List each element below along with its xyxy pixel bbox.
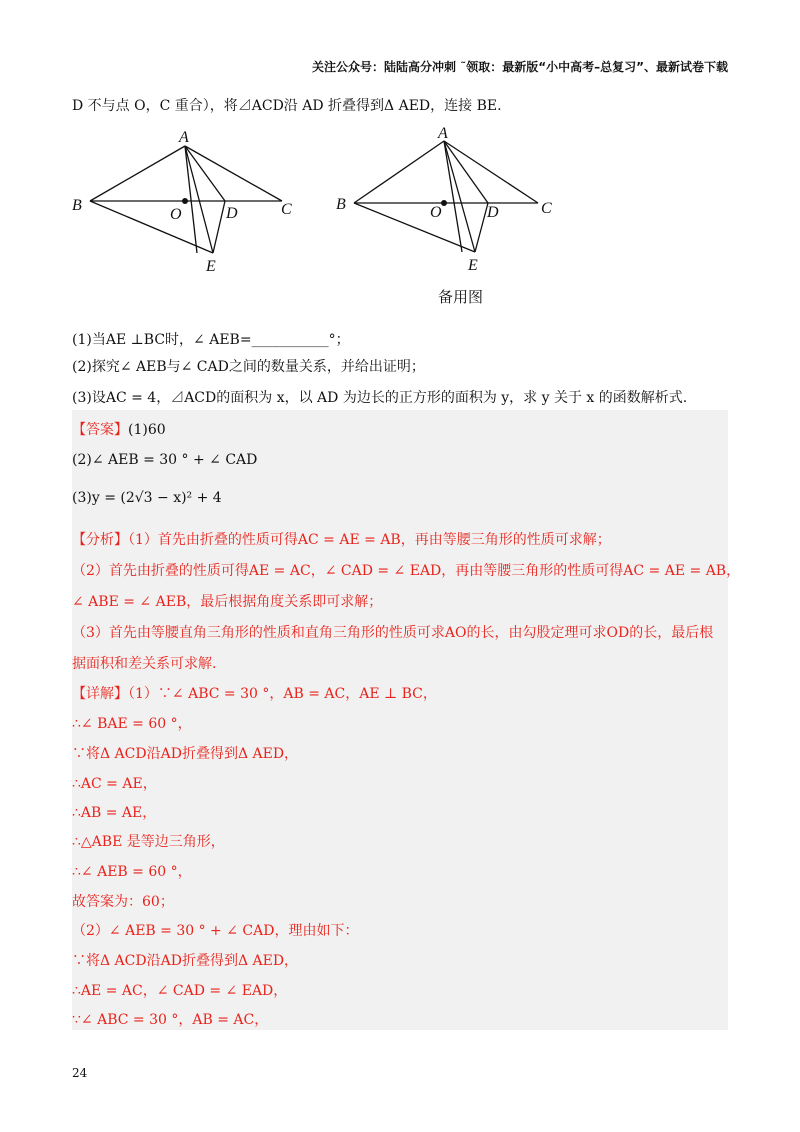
label-o-2: O xyxy=(430,204,442,221)
detail-line-9: （2）∠ AEB = 30 ° + ∠ CAD，理由如下： xyxy=(72,923,359,939)
geometry-figure-1 xyxy=(60,128,310,278)
analysis-p2b: ∠ ABE = ∠ AEB，最后根据角度关系即可求解； xyxy=(72,594,383,610)
label-c-2: C xyxy=(541,200,552,217)
analysis-p3a: （3）首先由等腰直角三角形的性质和直角三角形的性质可求AO的长，由勾股定理可求OD的长，最后根 xyxy=(72,625,714,641)
label-b: B xyxy=(72,197,82,214)
page-number: 24 xyxy=(72,1066,88,1080)
problem-intro: D 不与点 O，C 重合），将⊿ACD沿 AD 折叠得到Δ AED，连接 BE. xyxy=(72,98,502,114)
page-header: 关注公众号：陆陆高分冲刺 ˜领取：最新版“小中高考–总复习”、最新试卷下载 xyxy=(312,60,728,74)
analysis-p3b: 据面积和差关系可求解. xyxy=(72,656,217,672)
detail-line-10: ∵将Δ ACD沿AD折叠得到Δ AED， xyxy=(72,953,299,969)
detail-line-1 xyxy=(72,684,437,704)
label-d-2: D xyxy=(487,204,499,221)
detail-line-5: ∴AB = AE， xyxy=(72,805,157,821)
analysis-p1: （1）首先由折叠的性质可得AC = AE = AB，再由等腰三角形的性质可求解； xyxy=(128,532,611,548)
label-a: A xyxy=(179,129,189,146)
question-3: (3)设AC = 4，⊿ACD的面积为 x，以 AD 为边长的正方形的面积为 y，求 y 关于 x 的函数解析式. xyxy=(72,390,688,406)
label-d: D xyxy=(226,205,238,222)
detail-line-12: ∵∠ ABC = 30 °，AB = AC， xyxy=(72,1012,269,1028)
question-2: (2)探究∠ AEB与∠ CAD之间的数量关系，并给出证明； xyxy=(72,359,425,375)
figure-caption: 备用图 xyxy=(438,288,484,306)
detail-line-11: ∴AE = AC，∠ CAD = ∠ EAD， xyxy=(72,983,288,999)
detail-tag: 【详解】 xyxy=(72,686,128,702)
answer-3: (3)y = (2√3 − x)² + 4 xyxy=(72,490,222,506)
question-1: (1)当AE ⊥BC时，∠ AEB=___________°； xyxy=(72,332,350,348)
analysis-p2a: （2）首先由折叠的性质可得AE = AC，∠ CAD = ∠ EAD，再由等腰三角形的性质可得AC = AE = AB， xyxy=(72,563,741,579)
label-b-2: B xyxy=(336,196,346,213)
detail-line-4: ∴AC = AE， xyxy=(72,776,157,792)
label-e: E xyxy=(206,258,216,275)
detail-line-2: ∴∠ BAE = 60 °， xyxy=(72,716,192,732)
answer-line-1 xyxy=(72,420,166,440)
detail-line-6: ∴△ABE 是等边三角形， xyxy=(72,834,225,850)
geometry-figure-2 xyxy=(330,124,570,274)
label-a-2: A xyxy=(438,125,448,142)
answer-tag: 【答案】 xyxy=(72,422,128,438)
label-o: O xyxy=(170,206,182,223)
label-c: C xyxy=(281,201,292,218)
label-e-2: E xyxy=(468,257,478,274)
detail-line-3: ∵将Δ ACD沿AD折叠得到Δ AED， xyxy=(72,746,299,762)
answer-2: (2)∠ AEB = 30 ° + ∠ CAD xyxy=(72,452,258,468)
answer-1: (1)60 xyxy=(128,422,166,438)
detail-line-8: 故答案为：60； xyxy=(72,894,174,910)
analysis-line-1 xyxy=(72,530,611,550)
detail-text-1: （1）∵∠ ABC = 30 °，AB = AC，AE ⊥ BC， xyxy=(128,686,437,702)
detail-line-7: ∴∠ AEB = 60 °， xyxy=(72,864,192,880)
analysis-tag: 【分析】 xyxy=(72,532,128,548)
